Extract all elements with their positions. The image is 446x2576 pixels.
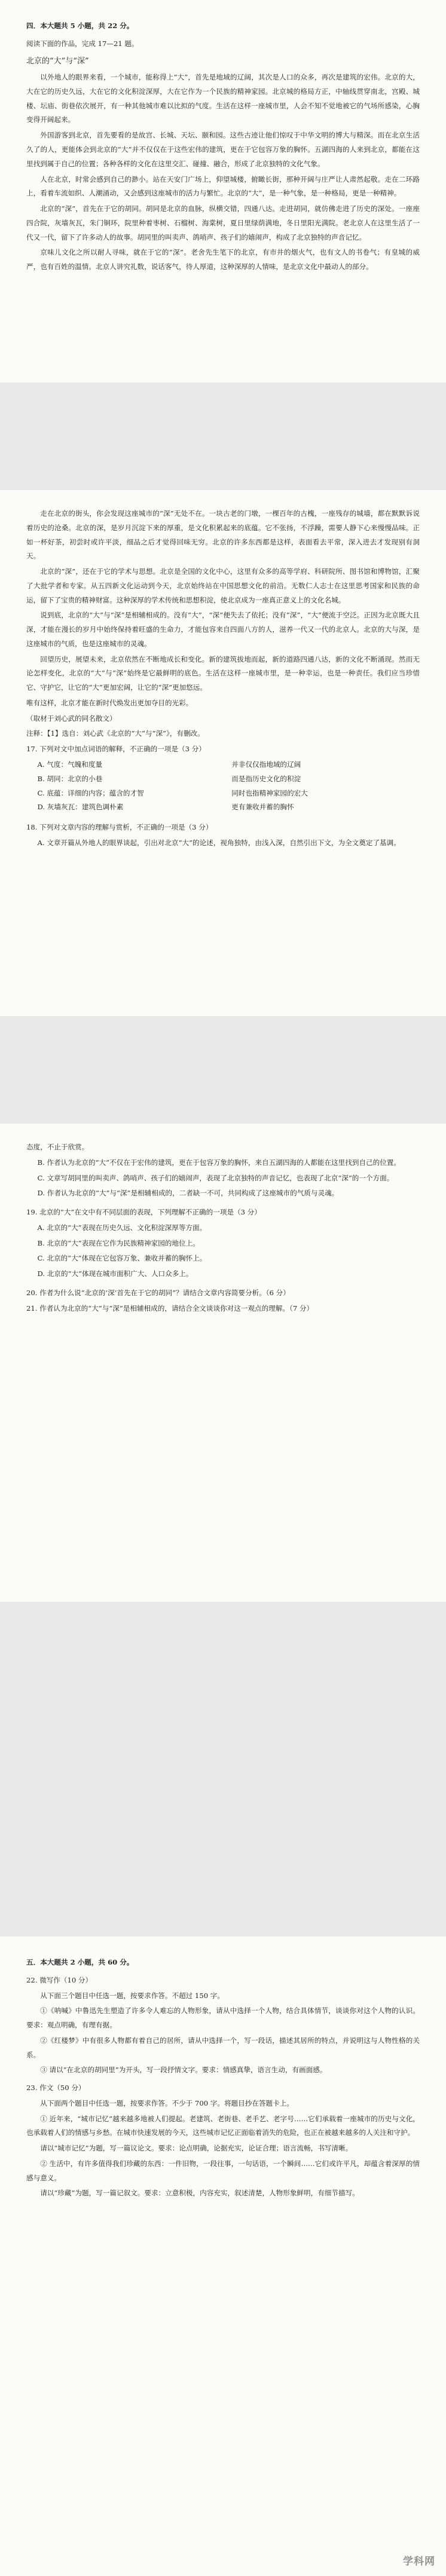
page-3 [0,1124,446,1602]
option-d: D. 灰墙灰瓦：建筑色调朴素 [37,803,124,812]
prompt-item: ②《红楼梦》中有很多人物都有着自己的居所，请从中选择一个，写一段话，描述其居所的特点，并说明这与人物性格的关系。 [26,2036,420,2059]
continuation: 态度，不止于欣赏。 [26,1143,89,1151]
source-note: （取材于刘心武的同名散文） [26,714,117,723]
question-20: 20. 作者为什么说“北京的‘深’首先在于它的胡同”？请结合文章内容简要分析。（6 分） [26,1288,290,1297]
reading-intro: 阅读下面的作品，完成 17—21 题。 [26,39,139,48]
paragraph: 京味儿文化之所以耐人寻味，就在于它的“深”。老舍先生笔下的北京，有市井的烟火气，也有文人的书卷气；有皇城的威严，也有百姓的温情。北京人讲究礼数，说话客气，待人厚道，这种深厚的人情味，是北京文化中最动人的部分。 [26,248,420,271]
prompt-requirement: 请以“珍藏”为题，写一篇记叙文。要求：立意积极，内容充实，叙述清楚，人物形象鲜明，有细节描写。 [40,2189,359,2198]
option-a: A. 气度：气魄和度量 [37,760,103,769]
option-d: D. 北京的“大”体现在城市面积广大、人口众多上。 [37,1269,193,1278]
option-a: A. 北京的“大”表现在历史久远、文化积淀深厚等方面。 [37,1223,207,1232]
page-4 [0,1936,446,2576]
question-21: 21. 作者认为北京的“大”与“深”是相辅相成的，请结合全文谈谈你对这一观点的理解。（7 分） [26,1304,314,1313]
article-title: 北京的“大”与“深” [26,56,89,66]
prompt-requirement: 请以“城市记忆”为题，写一篇议论文。要求：论点明确，论据充实，论证合理；语言流畅，书写清晰。 [40,2144,353,2153]
page-1 [0,0,446,383]
option-b: B. 作者认为北京的“大”不仅在于宏伟的建筑，更在于包容万象的胸怀，来自五湖四海的人都能在这里找到自己的位置。 [37,1158,401,1167]
paragraph: 北京的“深”，首先在于它的胡同。胡同是北京的血脉，纵横交错，四通八达。走进胡同，就仿佛走进了历史的深处。一座座四合院，灰墙灰瓦，朱门铜环，院里种着枣树、石榴树、海棠树，夏日里绿荫满地，冬日里阳光满院。老北京人在这里生活了一代又一代，留下了许多动人的故事。胡同里的叫卖声、鸽哨声、孩子们的嬉闹声，构成了北京独特的声音记忆。 [26,204,420,241]
annotation-note: 注释：【1】选自：刘心武《北京的“大”与“深”》，有删改。 [26,729,204,738]
question-23: 23. 作文（50 分） [26,2084,85,2092]
page-2 [0,490,446,1016]
prompt-item: ② 生活中，有许多值得我们珍藏的东西：一件旧物，一段往事，一句话语，一个瞬间……它们或许平凡，却蕴含着深厚的情感与意义。 [26,2159,420,2182]
prompt-item: ① 近年来，“城市记忆”越来越多地被人们提起。老建筑、老街巷、老手艺、老字号……它们承载着一座城市的历史与文化，也承载着人们的情感与乡愁。在城市快速发展的今天，这些城市记忆正面临着消失的危险，也正在被越来越多的人关注和守护。 [26,2114,420,2137]
section-heading: 五．本大题共 2 小题，共 60 分。 [26,1958,134,1966]
paragraph: 走在北京的街头，你会发现这座城市的“深”无处不在。一块古老的门墩，一棵百年的古槐，一座残存的城墙，都在默默诉说着历史的沧桑。北京的深，是岁月沉淀下来的厚重，是文化积累起来的底蕴。它不张扬，不浮躁，需要人静下心来慢慢品味。正如一杯好茶，初尝时或许平淡，细品之后才觉得回味无穷。北京的许多东西都是这样，表面看去平常，深入进去才发现别有洞天。 [26,509,420,561]
watermark-logo: 学科网 [403,2556,435,2568]
question-17: 17. 下列对文中加点词语的解释，不正确的一项是（3 分） [26,745,206,754]
instruction: 从下面三个题目中任选一题，按要求作答。不超过 150 字。 [40,1991,224,2000]
question-19: 19. 北京的“大”在文中有不同层面的表现，下列理解不正确的一项是（3 分） [26,1208,261,1217]
option-c: C. 底蕴：详细的内容；蕴含的才智 [37,788,144,797]
question-22: 22. 微写作（10 分） [26,1975,93,1984]
grid-cell: 更有兼收并蓄的胸怀 [231,803,294,812]
paragraph: 外国游客到北京，首先要看的是故宫、长城、天坛、颐和园。这些古迹让他们惊叹于中华文明的博大与精深。而在北京生活久了的人，更能体会到北京的“大”并不仅仅在于这些宏伟的建筑，更在于它包容万象的胸怀。五湖四海的人来到北京，都能在这里找到属于自己的位置；各种各样的文化在这里交汇、碰撞、融合，形成了北京独特的文化气象。 [26,131,420,168]
prompt-item: ①《呐喊》中鲁迅先生塑造了许多令人难忘的人物形象，请从中选择一个人物，结合具体情节，谈谈你对这个人物的认识。要求：观点明确，有理有据。 [26,2006,420,2030]
prompt-item: ③ 请以“在北京的胡同里”为开头，写一段抒情文字。要求：情感真挚，语言生动，有画面感。 [40,2066,327,2075]
option-b: B. 北京的“大”表现在它作为民族精神家园的地位上。 [37,1238,200,1247]
paragraph: 回望历史，展望未来，北京依然在不断地成长和变化。新的建筑拔地而起，新的道路四通八达，新的文化不断涌现。然而无论怎样变化，北京的“大”与“深”始终是它最鲜明的底色。生活在这样一座城市里，是一种幸运，也是一种责任。我们应当珍惜它、守护它，让它的“大”更加宏阔，让它的“深”更加悠远。 [26,654,420,692]
section-heading: 四．本大题共 5 小题，共 22 分。 [26,22,134,30]
option-c: C. 北京的“大”体现在它包容万象、兼收并蓄的胸怀上。 [37,1254,207,1263]
question-18: 18. 下列对文章内容的理解与赏析，不正确的一项是（3 分） [26,823,213,832]
grid-cell: 同时也指精神家园的宏大 [231,788,308,797]
paragraph: 北京的“深”，还在于它的学术与思想。北京是全国的文化中心，这里有众多的高等学府、科研院所、图书馆和博物馆，汇聚了大批学者和专家。从五四新文化运动到今天，北京始终站在中国思想文化的前沿。无数仁人志士在这里思考国家和民族的命运，留下了宝贵的精神财富。这种深厚的学术传统和思想积淀，使北京成为一座真正意义上的文化名城。 [26,567,420,604]
option-b: B. 胡同：北京的小巷 [37,774,103,783]
paragraph: 说到底，北京的“大”与“深”是相辅相成的。没有“大”，“深”便失去了依托；没有“深”，“大”便流于空泛。正因为北京既大且深，才能在漫长的岁月中始终保持着旺盛的生命力，才能包容来自四面八方的人，滋养一代又一代的北京人。北京的大与深，是这座城市的气质，也是这座城市的灵魂。 [26,611,420,648]
option-d: D. 作者认为北京的“大”与“深”是相辅相成的，二者缺一不可，共同构成了这座城市的气质与灵魂。 [37,1189,339,1198]
option-c: C. 文章写胡同里的叫卖声、鸽哨声、孩子们的嬉闹声，表现了北京独特的声音记忆，也表现了北京“深”的一个方面。 [37,1173,394,1182]
q17-options [26,758,420,815]
grid-cell: 而是指历史文化的积淀 [231,774,301,783]
paragraph: 人在北京，时常会感到自己的渺小。站在天安门广场上，仰望城楼，俯瞰长街，那种开阔与庄严让人肃然起敬。走在二环路上，看着车流如织、人潮涌动，又会感到这座城市的活力与繁忙。北京的“大”，是一种气象，是一种格局，更是一种精神。 [26,175,420,198]
grid-cell: 并非仅仅指地域的辽阔 [231,760,301,769]
closing-line: 唯有这样，北京才能在新时代焕发出更加夺目的光彩。 [26,698,193,707]
paragraph: 以外地人的眼界来看，一个城市，能称得上“大”，首先是地域的辽阔，其次是人口的众多，再次是建筑的宏伟。北京的大，大在它的历史久远，大在它的文化积淀深厚，大在它作为一个民族的精神家园。北京城的格局方正，中轴线贯穿南北，宫殿、城楼、坛庙、街巷依次展开，有一种其他城市难以比拟的气度。生活在这样一座城市里，人会不知不觉地被它的气场所感染，心胸变得开阔起来。 [26,73,420,124]
instruction: 从下面两个题目中任选一题，按要求作答。不少于 700 字。将题目抄在答题卡上。 [40,2098,294,2107]
option-a: A. 文章开篇从外地人的眼界谈起，引出对北京“大”的论述，视角独特，由浅入深，自然引出下文，为全文奠定了基调。 [37,838,401,847]
